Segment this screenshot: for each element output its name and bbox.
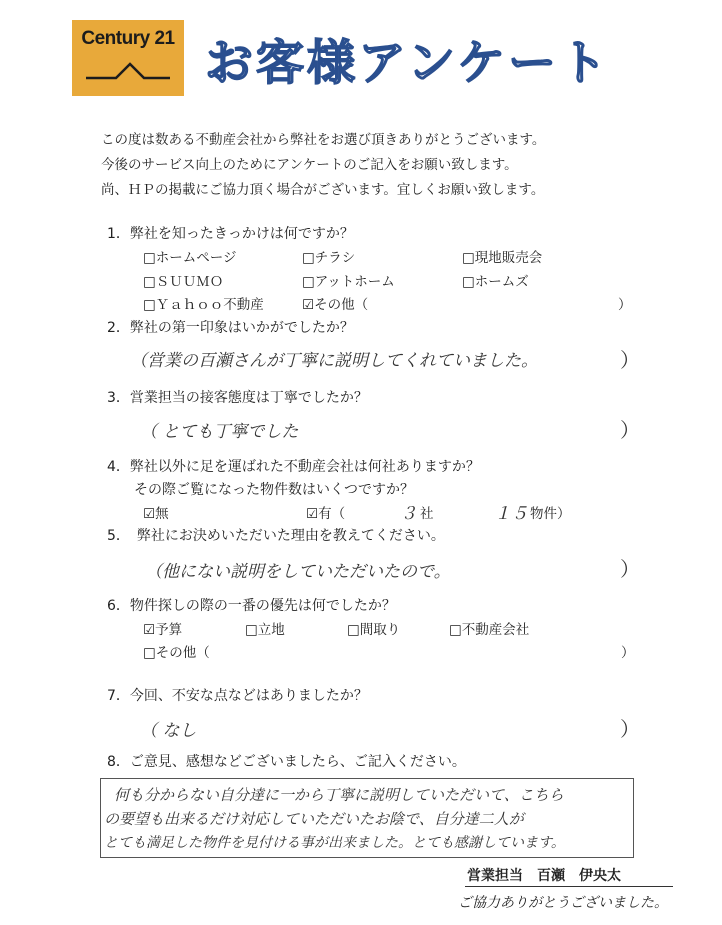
- q6-question: 6．物件探しの際の一番の優先は何でしたか？: [107, 598, 396, 614]
- q6-close-paren: ）: [621, 645, 635, 661]
- q1-option-other[interactable]: ☑その他（: [302, 297, 369, 313]
- q3-answer: （ とても丁寧でした: [140, 422, 299, 442]
- comment-line-3: とても満足した物件を見付ける事が出来ました。とても感謝しています。: [104, 835, 565, 851]
- q2-answer: （営業の百瀬さんが丁寧に説明してくれていました。: [130, 351, 538, 371]
- q3-question: 3．営業担当の接客態度は丁寧でしたか？: [107, 390, 368, 406]
- page-title: お客様アンケート: [205, 35, 611, 91]
- q2-question: 2．弊社の第一印象はいかがでしたか？: [107, 320, 354, 336]
- intro-line-2: 今後のサービス向上のためにアンケートのご記入をお願い致します。: [101, 157, 518, 173]
- q5-answer: （他にない説明をしていただいたので。: [145, 562, 451, 582]
- thanks-message: ご協力ありがとうございました。: [458, 895, 668, 911]
- q1-question: 1．弊社を知ったきっかけは何ですか？: [107, 226, 354, 242]
- house-logo-icon: [86, 58, 170, 80]
- century21-logo: [72, 20, 184, 96]
- q1-close-paren: ）: [618, 297, 632, 313]
- staff-name: 営業担当 百瀬 伊央太: [467, 868, 621, 884]
- q4-companies-count: ３: [400, 504, 417, 524]
- q6-option-other[interactable]: □その他（: [143, 645, 210, 661]
- q5-close-paren: ）: [620, 557, 640, 581]
- q5-question: 5． 弊社にお決めいただいた理由を教えてください。: [107, 528, 445, 544]
- q1-option-yahoo[interactable]: □Ｙａｈｏｏ不動産: [143, 297, 264, 313]
- q7-answer: （ なし: [140, 721, 197, 741]
- intro-line-3: 尚、ＨＰの掲載にご協力頂く場合がございます。宜しくお願い致します。: [101, 182, 545, 198]
- q6-option-budget[interactable]: ☑予算: [143, 622, 183, 638]
- q8-question: 8．ご意見、感想などございましたら、ご記入ください。: [107, 754, 466, 770]
- q6-option-agency[interactable]: □不動産会社: [449, 622, 530, 638]
- comment-line-2: の要望も出来るだけ対応していただいたお陰で、自分達二人が: [104, 810, 524, 828]
- q3-close-paren: ）: [620, 418, 640, 442]
- q4-companies-unit: 社: [420, 506, 434, 522]
- q6-option-layout[interactable]: □間取り: [347, 622, 401, 638]
- q4-option-yes[interactable]: ☑有（: [306, 506, 346, 522]
- q1-option-flyer[interactable]: □チラシ: [302, 250, 356, 266]
- q1-option-suumo[interactable]: □ＳＵＵＭＯ: [143, 274, 224, 290]
- q1-option-open-house[interactable]: □現地販売会: [462, 250, 543, 266]
- q2-close-paren: ）: [620, 348, 640, 372]
- q4-question: 4．弊社以外に足を運ばれた不動産会社は何社ありますか？: [107, 459, 480, 475]
- q4-option-none[interactable]: ☑無: [143, 506, 169, 522]
- q1-option-homes[interactable]: □ホームズ: [462, 274, 529, 290]
- q7-question: 7．今回、不安な点などはありましたか？: [107, 688, 368, 704]
- q4-question-sub: その際ご覧になった物件数はいくつですか？: [134, 482, 414, 498]
- intro-line-1: この度は数ある不動産会社から弊社をお選び頂きありがとうございます。: [101, 132, 546, 148]
- staff-underline: [465, 886, 673, 887]
- q4-properties-unit: 物件）: [530, 506, 571, 522]
- q1-option-athome[interactable]: □アットホーム: [302, 274, 395, 290]
- q1-option-homepage[interactable]: □ホームページ: [143, 250, 237, 266]
- q6-option-location[interactable]: □立地: [245, 622, 285, 638]
- logo-text: Century 21: [81, 28, 175, 49]
- q4-properties-count: １５: [494, 504, 528, 524]
- comment-line-1: 何も分からない自分達に一から丁寧に説明していただいて、こちら: [114, 786, 564, 804]
- q7-close-paren: ）: [620, 717, 640, 741]
